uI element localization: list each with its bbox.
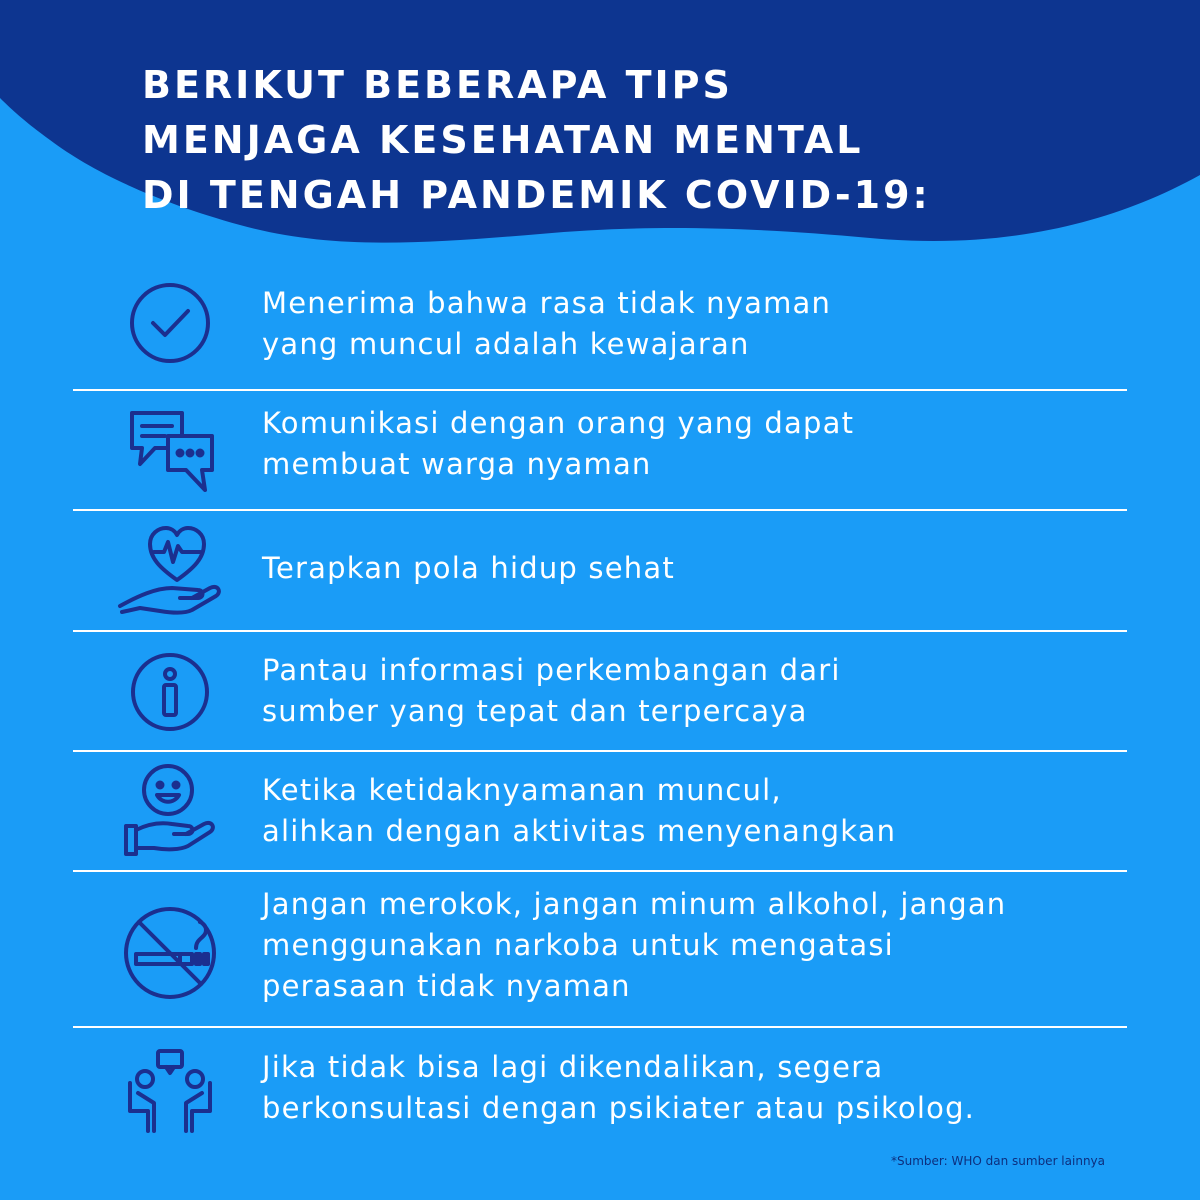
divider <box>73 509 1127 511</box>
tip-text: Jika tidak bisa lagi dikendalikan, segera berkonsultasi dengan psikiater atau psikolog. <box>262 1050 976 1125</box>
info-circle-icon <box>110 640 230 750</box>
heart-hand-icon <box>110 518 230 628</box>
no-smoking-icon <box>110 898 230 1008</box>
tip-text: Menerima bahwa rasa tidak nyaman yang muncul adalah kewajaran <box>262 286 832 361</box>
title-line: MENJAGA KESEHATAN MENTAL <box>142 118 864 162</box>
divider <box>73 389 1127 391</box>
title-line: DI TENGAH PANDEMIK COVID-19: <box>142 173 931 217</box>
title-line: BERIKUT BEBERAPA TIPS <box>142 63 733 107</box>
tip-text: Ketika ketidaknyamanan muncul, alihkan dengan aktivitas menyenangkan <box>262 773 897 848</box>
chat-bubbles-icon <box>110 398 230 508</box>
tip-text: Komunikasi dengan orang yang dapat membuat warga nyaman <box>262 406 855 481</box>
tip-text: Jangan merokok, jangan minum alkohol, jangan menggunakan narkoba untuk mengatasi perasaan tidak nyaman <box>262 887 1007 1003</box>
divider <box>73 1026 1127 1028</box>
divider <box>73 630 1127 632</box>
divider <box>73 750 1127 752</box>
check-circle-icon <box>110 270 230 380</box>
tip-text: Pantau informasi perkembangan dari sumber yang tepat dan terpercaya <box>262 653 841 728</box>
source-note: *Sumber: WHO dan sumber lainnya <box>890 1154 1105 1168</box>
smiley-hand-icon <box>110 760 230 870</box>
consultation-icon <box>110 1045 230 1155</box>
divider <box>73 870 1127 872</box>
tip-text: Terapkan pola hidup sehat <box>262 551 675 585</box>
